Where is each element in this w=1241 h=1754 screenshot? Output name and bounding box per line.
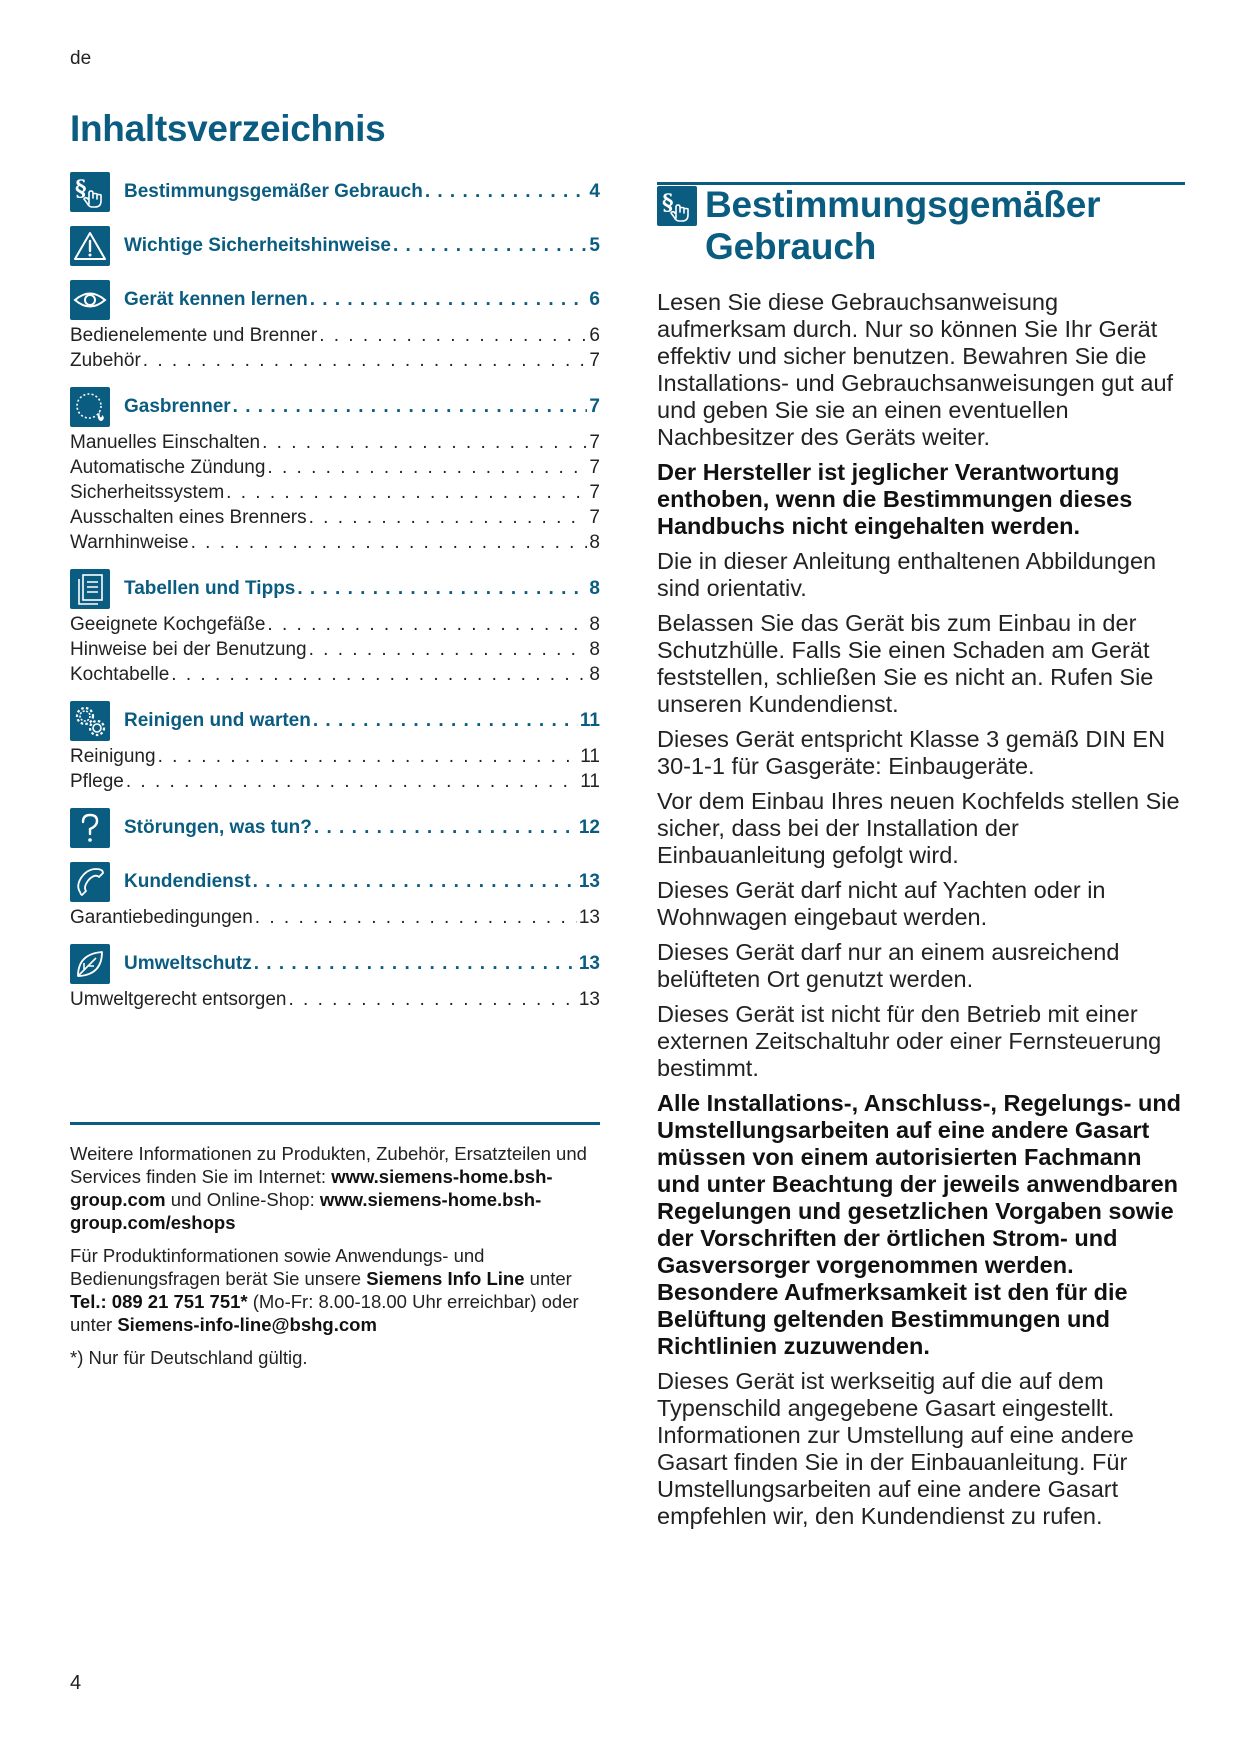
toc-entry-page: 8 (589, 532, 600, 553)
toc-section-heading[interactable] (70, 280, 600, 320)
leaf-icon (70, 944, 110, 984)
toc-subentry[interactable] (70, 430, 600, 455)
toc-entry-label: Ausschalten eines Brenners (70, 507, 307, 528)
toc-entry-page: 8 (589, 664, 600, 685)
toc-entry-page: 13 (578, 953, 600, 974)
toc-entry-page: 7 (589, 432, 600, 453)
toc-entry-page: 4 (589, 181, 600, 202)
leader-dots (267, 455, 587, 480)
leader-dots (425, 181, 588, 203)
leader-dots (297, 578, 587, 600)
toc-entry-page: 11 (579, 710, 600, 731)
toc-entry-label: Reinigen und warten (124, 710, 311, 731)
body-paragraph: Vor dem Einbau Ihres neuen Kochfelds stellen Sie sicher, dass bei der Installation der Einbauanleitung gefolgt wird. (657, 788, 1180, 868)
toc-entry-page: 7 (589, 507, 600, 528)
toc-subentry[interactable] (70, 637, 600, 662)
leader-dots (310, 289, 588, 311)
phone-number[interactable]: Tel.: 089 21 751 751* (70, 1291, 248, 1312)
important-paragraph: Alle Installations-, Anschluss-, Regelungs- und Umstellungsarbeiten auf eine andere Gasart müssen von einem autorisierten Fachmann und unter Beachtung der jeweils anwendbaren Regelungen und gesetzlichen Vorgaben sowie der Vorschriften der örtlichen Strom- und Gasversorger vorgenommen werden. Besondere Aufmerksamkeit ist den für die Belüftung geltenden Bestimmungen und Richtlinien zuzuwenden. (657, 1090, 1182, 1359)
info-paragraph-hotline (70, 1244, 610, 1336)
body-paragraph: Belassen Sie das Gerät bis zum Einbau in der Schutzhülle. Falls Sie einen Schaden am Gerät feststellen, schließen Sie es nicht an. Rufen Sie unseren Kundendienst. (657, 610, 1154, 717)
toc-entry-label: Tabellen und Tipps (124, 578, 296, 599)
email-link[interactable]: Siemens-info-line@bshg.com (117, 1314, 377, 1335)
toc-section-heading[interactable] (70, 808, 600, 848)
toc-entry-page: 7 (589, 482, 600, 503)
leader-dots (171, 662, 587, 687)
toc-section (70, 701, 600, 794)
info-text: (Mo-Fr: 8.00-18.00 Uhr erreichbar) oder unter (70, 1291, 579, 1335)
toc-entry-page: 7 (589, 457, 600, 478)
page-number: 4 (70, 1672, 82, 1694)
toc-section (70, 280, 600, 373)
section-body (657, 289, 1187, 1538)
toc-section-heading[interactable] (70, 944, 600, 984)
toc-entry-page: 13 (578, 871, 600, 892)
leader-dots (233, 396, 588, 418)
toc-subentry[interactable] (70, 480, 600, 505)
eshop-link[interactable]: www.siemens-home.bsh-group.com/eshops (70, 1189, 542, 1233)
section-title-line: Bestimmungsgemäßer (705, 184, 1101, 225)
toc-entry-page: 8 (589, 639, 600, 660)
toc-subentry[interactable] (70, 505, 600, 530)
toc-title: Inhaltsverzeichnis (70, 108, 386, 149)
body-paragraph: Die in dieser Anleitung enthaltenen Abbildungen sind orientativ. (657, 548, 1157, 601)
toc-section-heading[interactable] (70, 172, 600, 212)
body-paragraph: Dieses Gerät ist werkseitig auf die auf dem Typenschild angegebene Gasart eingestellt. Informationen zur Umstellung auf eine andere Gasart finden Sie in der Einbauanleitung. Für Umstellungsarbeiten auf eine andere Gasart empfehlen wir, den Kundendienst zu rufen. (657, 1368, 1134, 1529)
info-paragraph-web (70, 1142, 610, 1234)
section-header (657, 184, 1100, 268)
leader-dots (289, 987, 577, 1012)
leader-dots (309, 505, 588, 530)
toc-entry-page: 13 (578, 989, 600, 1010)
toc-section-heading[interactable] (70, 701, 600, 741)
leader-dots (254, 953, 577, 975)
toc-entry-label: Gasbrenner (124, 396, 231, 417)
toc-entry-label: Manuelles Einschalten (70, 432, 261, 453)
important-paragraph: Der Hersteller ist jeglicher Verantwortung enthoben, wenn die Bestimmungen dieses Handbuchs nicht eingehalten werden. (657, 459, 1133, 539)
toc-entry-label: Geeignete Kochgefäße (70, 614, 266, 635)
toc-subentry[interactable] (70, 987, 600, 1012)
toc-subentry[interactable] (70, 905, 600, 930)
paragraph-hand-icon (70, 172, 110, 212)
toc-entry-label: Wichtige Sicherheitshinweise (124, 235, 391, 256)
toc-entry-label: Automatische Zündung (70, 457, 266, 478)
toc-section-heading[interactable] (70, 569, 600, 609)
leader-dots (143, 348, 588, 373)
toc-section-heading[interactable] (70, 226, 600, 266)
info-line-name: Siemens Info Line (366, 1268, 525, 1289)
toc-entry-page: 7 (589, 396, 600, 417)
toc-subentry[interactable] (70, 612, 600, 637)
svg-text:§: § (662, 190, 674, 216)
question-mark-icon (70, 808, 110, 848)
toc-entry-page: 11 (580, 771, 600, 792)
toc-entry-label: Warnhinweise (70, 532, 189, 553)
body-paragraph: Dieses Gerät darf nicht auf Yachten oder in Wohnwagen eingebaut werden. (657, 877, 1106, 930)
toc-entry-label: Zubehör (70, 350, 141, 371)
leader-dots (262, 430, 587, 455)
leader-dots (313, 710, 578, 732)
toc-entry-page: 5 (589, 235, 600, 256)
toc-entry-page: 7 (589, 350, 600, 371)
info-footnote: *) Nur für Deutschland gültig. (70, 1347, 308, 1368)
toc-entry-label: Bedienelemente und Brenner (70, 325, 318, 346)
toc-entry-label: Sicherheitssystem (70, 482, 225, 503)
leader-dots (191, 530, 588, 555)
paragraph-hand-icon (657, 186, 697, 226)
body-paragraph: Dieses Gerät darf nur an einem ausreichend belüfteten Ort genutzt werden. (657, 939, 1120, 992)
toc-entry-page: 6 (589, 325, 600, 346)
language-code: de (70, 48, 92, 69)
svg-text:§: § (75, 176, 87, 202)
toc-section (70, 944, 600, 1012)
leader-dots (314, 817, 577, 839)
toc-section (70, 226, 600, 266)
leader-dots (126, 769, 578, 794)
toc-entry-label: Pflege (70, 771, 124, 792)
leader-dots (309, 637, 588, 662)
phone-handset-icon (70, 862, 110, 902)
info-text: und Online-Shop: (165, 1189, 320, 1210)
leader-dots (253, 871, 577, 893)
toc-entry-label: Bestimmungsgemäßer Gebrauch (124, 181, 423, 202)
toc-subentry[interactable] (70, 348, 600, 373)
toc-entry-label: Gerät kennen lernen (124, 289, 308, 310)
toc-section (70, 808, 600, 848)
body-paragraph: Lesen Sie diese Gebrauchsanweisung aufmerksam durch. Nur so können Sie Ihr Gerät effektiv und sicher benutzen. Bewahren Sie die Installations- und Gebrauchsanweisungen gut auf und geben Sie sie an einen eventuellen Nachbesitzer des Geräts weiter. (657, 289, 1174, 450)
toc-entry-label: Umweltschutz (124, 953, 252, 974)
toc-entry-label: Störungen, was tun? (124, 817, 312, 838)
toc-entry-page: 12 (578, 817, 600, 838)
toc-entry-page: 8 (589, 614, 600, 635)
toc-entry-label: Umweltgerecht entsorgen (70, 989, 287, 1010)
info-text: Weitere Informationen zu Produkten, Zubehör, Ersatzteilen und Services finden Sie im Internet: (70, 1143, 587, 1187)
toc-entry-label: Reinigung (70, 746, 156, 767)
toc-subentry[interactable] (70, 662, 600, 687)
body-paragraph: Dieses Gerät entspricht Klasse 3 gemäß DIN EN 30-1-1 für Gasgeräte: Einbaugeräte. (657, 726, 1166, 779)
toc-section (70, 172, 600, 212)
leader-dots (255, 905, 577, 930)
toc-subentry[interactable] (70, 455, 600, 480)
leader-dots (319, 323, 587, 348)
toc-section-heading[interactable] (70, 862, 600, 902)
leader-dots (226, 480, 587, 505)
leader-dots (158, 744, 579, 769)
toc-section (70, 862, 600, 930)
toc-entry-page: 13 (578, 907, 600, 928)
info-text: unter (524, 1268, 572, 1289)
section-title-line: Gebrauch (705, 226, 877, 267)
info-box (70, 1142, 610, 1379)
toc-subentry[interactable] (70, 323, 600, 348)
warning-triangle-icon (70, 226, 110, 266)
info-divider (70, 1122, 600, 1125)
eye-icon (70, 280, 110, 320)
toc-subentry[interactable] (70, 769, 600, 794)
section-title (705, 184, 1100, 268)
toc-entry-page: 6 (589, 289, 600, 310)
toc-entry-page: 8 (589, 578, 600, 599)
gas-burner-icon (70, 387, 110, 427)
toc-entry-label: Kochtabelle (70, 664, 170, 685)
toc-entry-label: Garantiebedingungen (70, 907, 253, 928)
toc-section (70, 569, 600, 687)
document-list-icon (70, 569, 110, 609)
toc-entry-label: Kundendienst (124, 871, 251, 892)
info-text: Für Produktinformationen sowie Anwendungs- und Bedienungsfragen berät Sie unsere (70, 1245, 485, 1289)
toc-subentry[interactable] (70, 744, 600, 769)
leader-dots (393, 235, 587, 257)
toc-entry-page: 11 (580, 746, 600, 767)
leader-dots (267, 612, 587, 637)
website-link[interactable]: www.siemens-home.bsh-group.com (70, 1166, 553, 1210)
table-of-contents (70, 172, 600, 1026)
toc-section (70, 387, 600, 555)
gears-icon (70, 701, 110, 741)
toc-entry-label: Hinweise bei der Benutzung (70, 639, 307, 660)
toc-section-heading[interactable] (70, 387, 600, 427)
body-paragraph: Dieses Gerät ist nicht für den Betrieb mit einer externen Zeitschaltuhr oder einer Fernsteuerung bestimmt. (657, 1001, 1162, 1081)
toc-subentry[interactable] (70, 530, 600, 555)
